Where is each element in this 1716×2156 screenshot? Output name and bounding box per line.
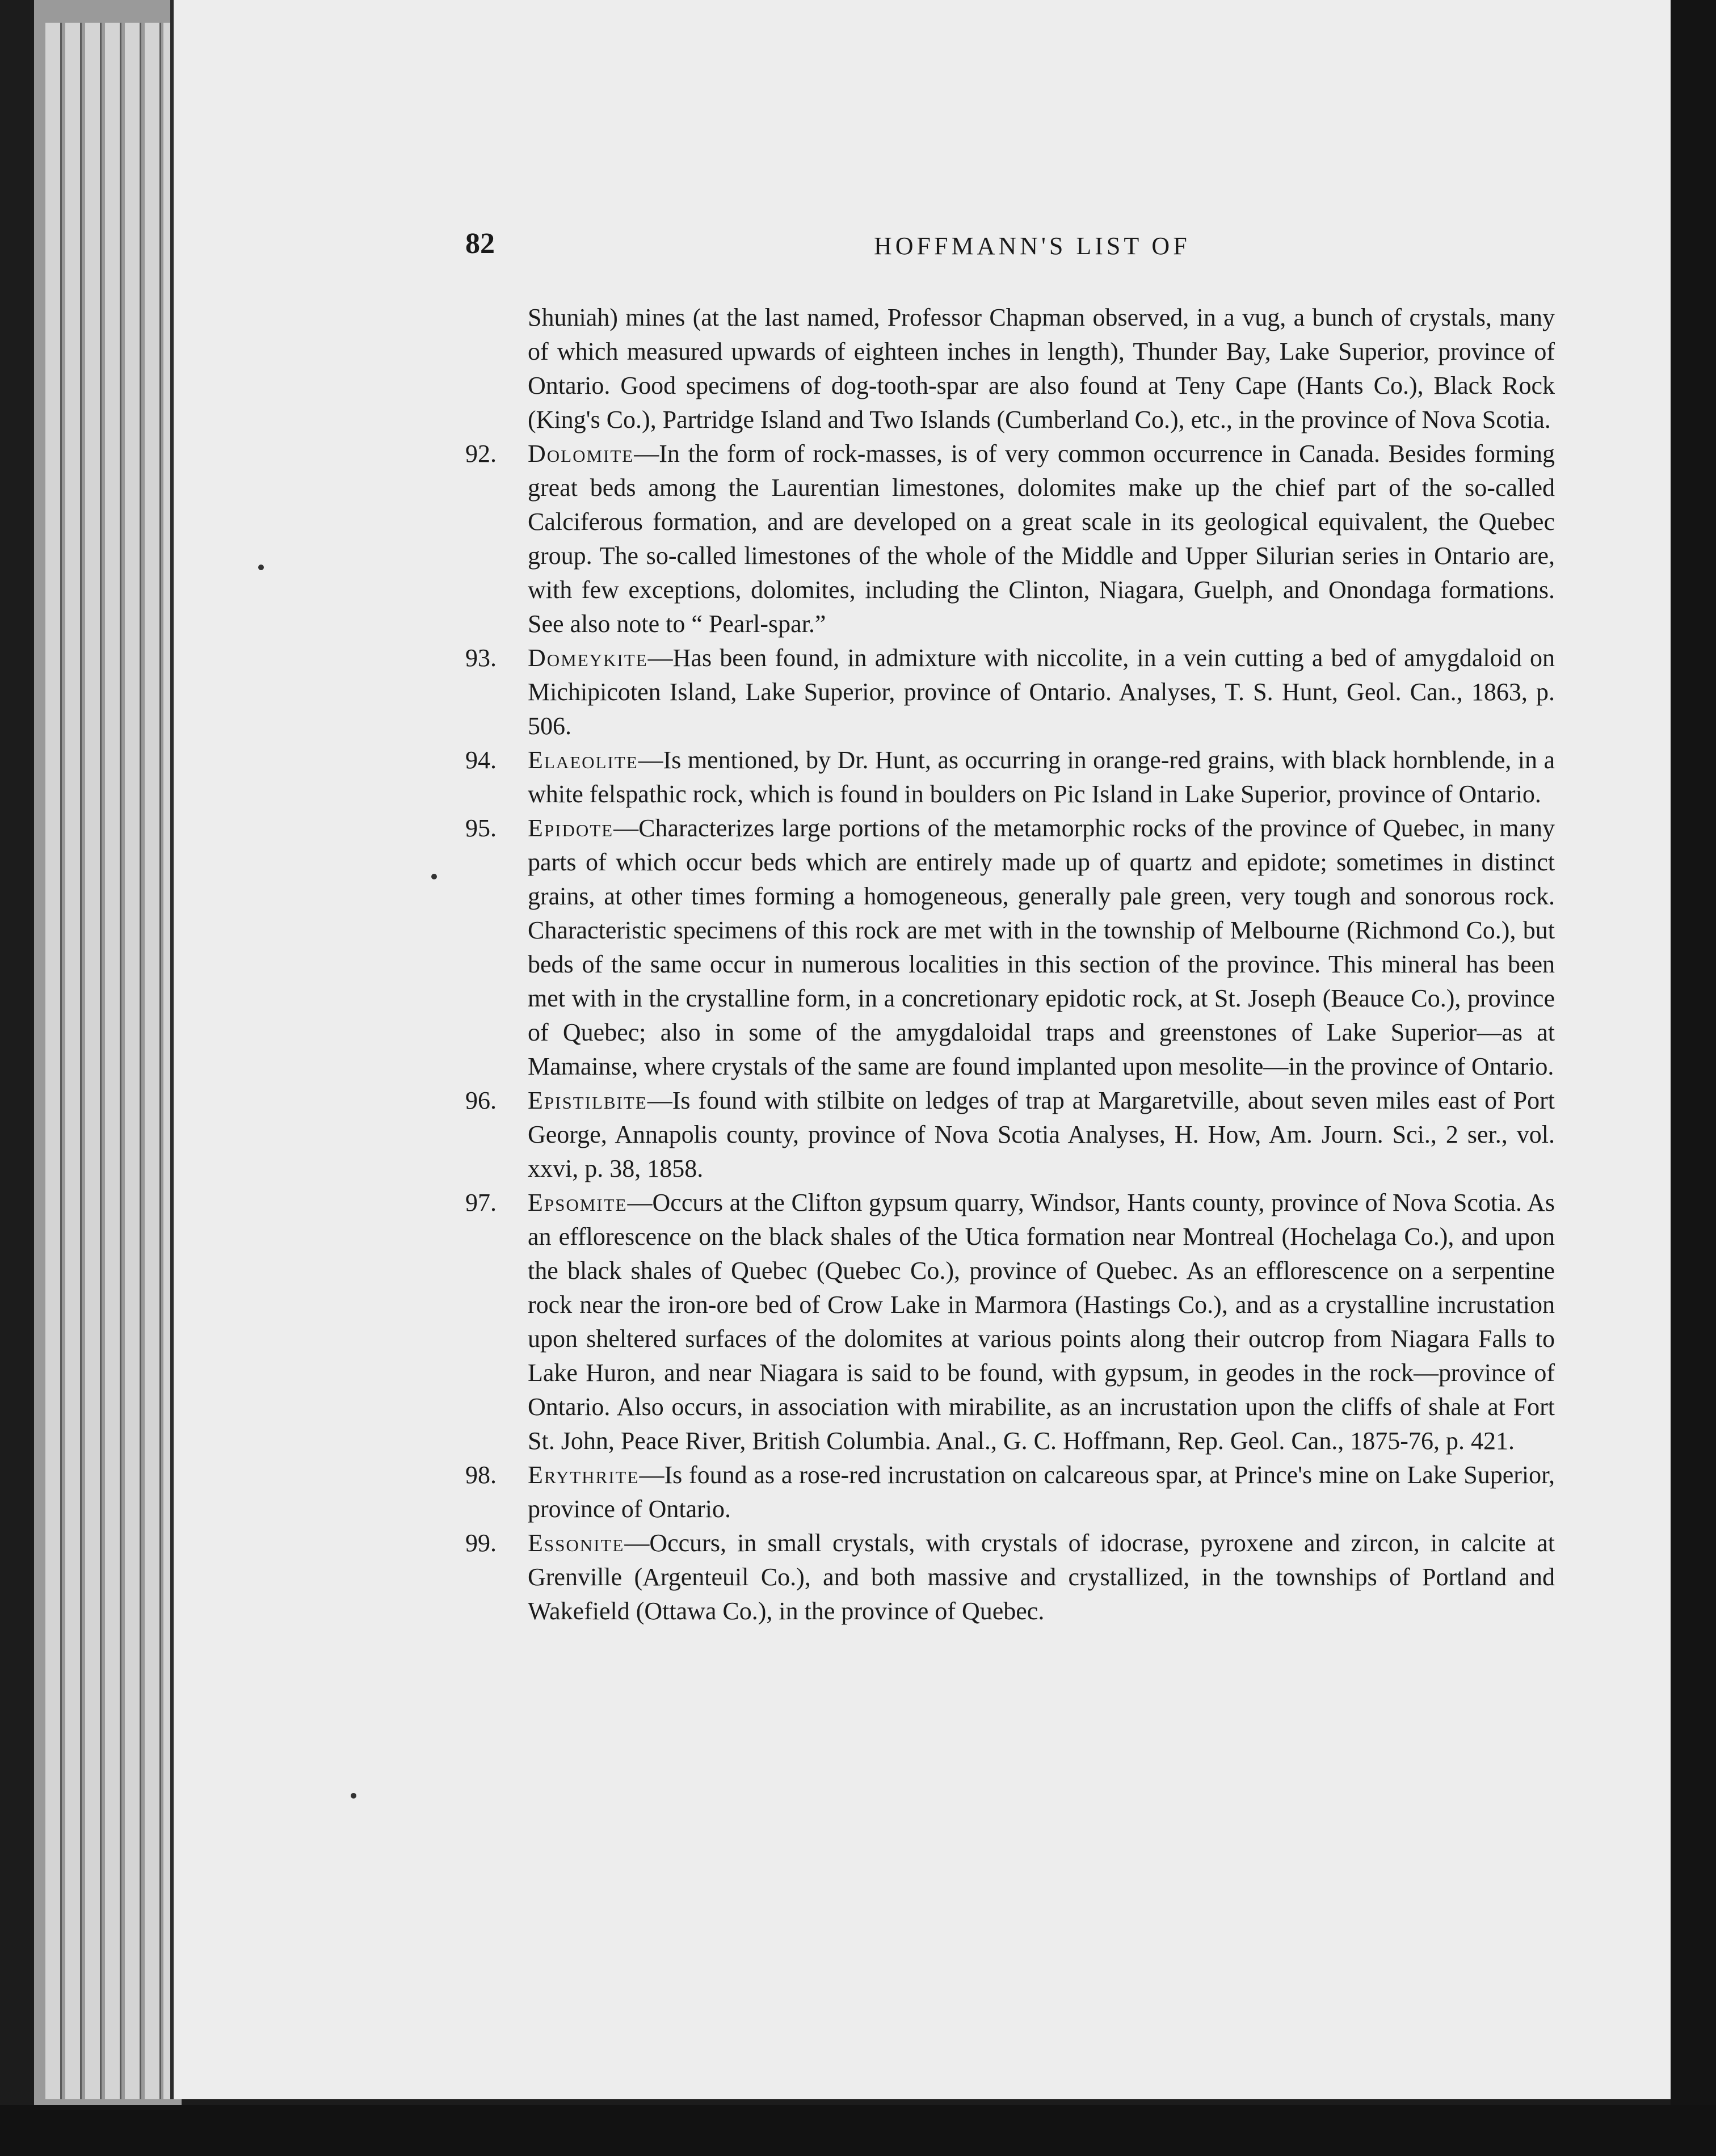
mineral-name: Dolomite xyxy=(528,440,634,468)
page-leaf xyxy=(105,23,121,2099)
scan-speck xyxy=(431,874,437,879)
entry-number: 93. xyxy=(465,644,497,672)
mineral-name: Domeykite xyxy=(528,644,648,672)
entry-number: 97. xyxy=(465,1189,497,1216)
entry-number: 96. xyxy=(465,1087,497,1114)
entry-text: —Characterizes large portions of the metamorphic rocks of the province of Quebec, in many parts of which occur beds which are entirely made up of quartz and epidote; sometimes in distinct grains, at other times forming a homogeneous, generally pale green, very tough and sonorous rock. Characteristic specimens of this rock are met with in the township of Melbourne (Richmond Co.), but beds of the same occur in numerous localities in this section of the province. This mineral has been met with in the crystalline form, in a concretionary epidotic rock, at St. Joseph (Beauce Co.), province of Quebec; also in some of the amygdaloidal traps and greenstones of Lake Superior—as at Mamainse, where crystals of the same are found implanted upon mesolite—in the province of Ontario. xyxy=(528,814,1555,1080)
mineral-name: Epidote xyxy=(528,814,614,842)
mineral-name: Elaeolite xyxy=(528,746,638,774)
book-page-edges xyxy=(34,0,182,2133)
page-leaf xyxy=(125,23,141,2099)
page-body xyxy=(465,301,1555,1628)
running-head: HOFFMANN'S LIST OF xyxy=(874,232,1191,260)
mineral-entry-97 xyxy=(465,1186,1555,1458)
entry-number: 95. xyxy=(465,814,497,842)
mineral-entry-98 xyxy=(465,1458,1555,1526)
scan-speck xyxy=(258,565,264,570)
entry-number: 92. xyxy=(465,440,497,468)
entry-number: 94. xyxy=(465,746,497,774)
page-number: 82 xyxy=(465,228,495,260)
mineral-name: Epistilbite xyxy=(528,1087,647,1114)
entry-text: —Is found as a rose-red incrustation on calcareous spar, at Prince's mine on Lake Superior, province of Ontario. xyxy=(528,1461,1555,1523)
mineral-entry-93 xyxy=(465,641,1555,743)
mineral-entry-95 xyxy=(465,811,1555,1084)
mineral-name: Epsomite xyxy=(528,1189,628,1216)
entry-text: —Is found with stilbite on ledges of trap at Margaretville, about seven miles east of Port George, Annapolis county, province of Nova Scotia Analyses, H. How, Am. Journ. Sci., 2 ser., vol. xxvi, p. 38, 1858. xyxy=(528,1087,1555,1182)
mineral-entry-92 xyxy=(465,437,1555,641)
mineral-name: Essonite xyxy=(528,1529,625,1557)
continuation-paragraph: Shuniah) mines (at the last named, Professor Chapman observed, in a vug, a bunch of crystals, many of which measured upwards of eighteen inches in length), Thunder Bay, Lake Superior, province of Ontario. Good specimens of dog-tooth-spar are also found at Teny Cape (Hants Co.), Black Rock (King's Co.), Partridge Island and Two Islands (Cumberland Co.), etc., in the province of Nova Scotia. xyxy=(528,304,1555,433)
scan-border-bottom xyxy=(0,2105,1716,2156)
entry-text: —Is mentioned, by Dr. Hunt, as occurring in orange-red grains, with black hornblende, in a white felspathic rock, which is found in boulders on Pic Island in Lake Superior, province of Ontario. xyxy=(528,746,1555,808)
page-leaf xyxy=(65,23,82,2099)
mineral-entry-94 xyxy=(465,743,1555,811)
scan-border-right xyxy=(1671,0,1716,2156)
page-header xyxy=(465,227,1555,272)
scan-speck xyxy=(351,1793,356,1799)
page-leaf xyxy=(85,23,102,2099)
page-leaf xyxy=(45,23,62,2099)
mineral-entry-99 xyxy=(465,1526,1555,1628)
page-leaf xyxy=(145,23,161,2099)
mineral-entry-96 xyxy=(465,1084,1555,1186)
mineral-name: Erythrite xyxy=(528,1461,640,1489)
entry-text: —Occurs, in small crystals, with crystals of idocrase, pyroxene and zircon, in calcite at Grenville (Argenteuil Co.), and both massive and crystallized, in the townships of Portland and Wakefield (Ottawa Co.), in the province of Quebec. xyxy=(528,1529,1555,1625)
entry-number: 98. xyxy=(465,1461,497,1489)
entry-number: 99. xyxy=(465,1529,497,1557)
entry-text: —Occurs at the Clifton gypsum quarry, Windsor, Hants county, province of Nova Scotia. As an efflorescence on the black shales of the Utica formation near Montreal (Hochelaga Co.), and upon the black shales of Quebec (Quebec Co.), province of Quebec. As an efflorescence on a serpentine rock near the iron-ore bed of Crow Lake in Marmora (Hastings Co.), and as a crystalline incrustation upon sheltered surfaces of the dolomites at various points along their outcrop from Niagara Falls to Lake Huron, and near Niagara is said to be found, with gypsum, in geodes in the rock—province of Ontario. Also occurs, in association with mirabilite, as an incrustation upon the cliffs of shale at Fort St. John, Peace River, British Columbia. Anal., G. C. Hoffmann, Rep. Geol. Can., 1875-76, p. 421. xyxy=(528,1189,1555,1455)
entry-text: —In the form of rock-masses, is of very common occurrence in Canada. Besides forming great beds among the Laurentian limestones, dolomites make up the chief part of the so-called Calciferous formation, and are developed on a great scale in its geological equivalent, the Quebec group. The so-called limestones of the whole of the Middle and Upper Silurian series in Ontario are, with few exceptions, dolomites, including the Clinton, Niagara, Guelph, and Onondaga formations. See also note to “ Pearl-spar.” xyxy=(528,440,1555,638)
entry-text: —Has been found, in admixture with niccolite, in a vein cutting a bed of amygdaloid on Michipicoten Island, Lake Superior, province of Ontario. Analyses, T. S. Hunt, Geol. Can., 1863, p. 506. xyxy=(528,644,1555,740)
